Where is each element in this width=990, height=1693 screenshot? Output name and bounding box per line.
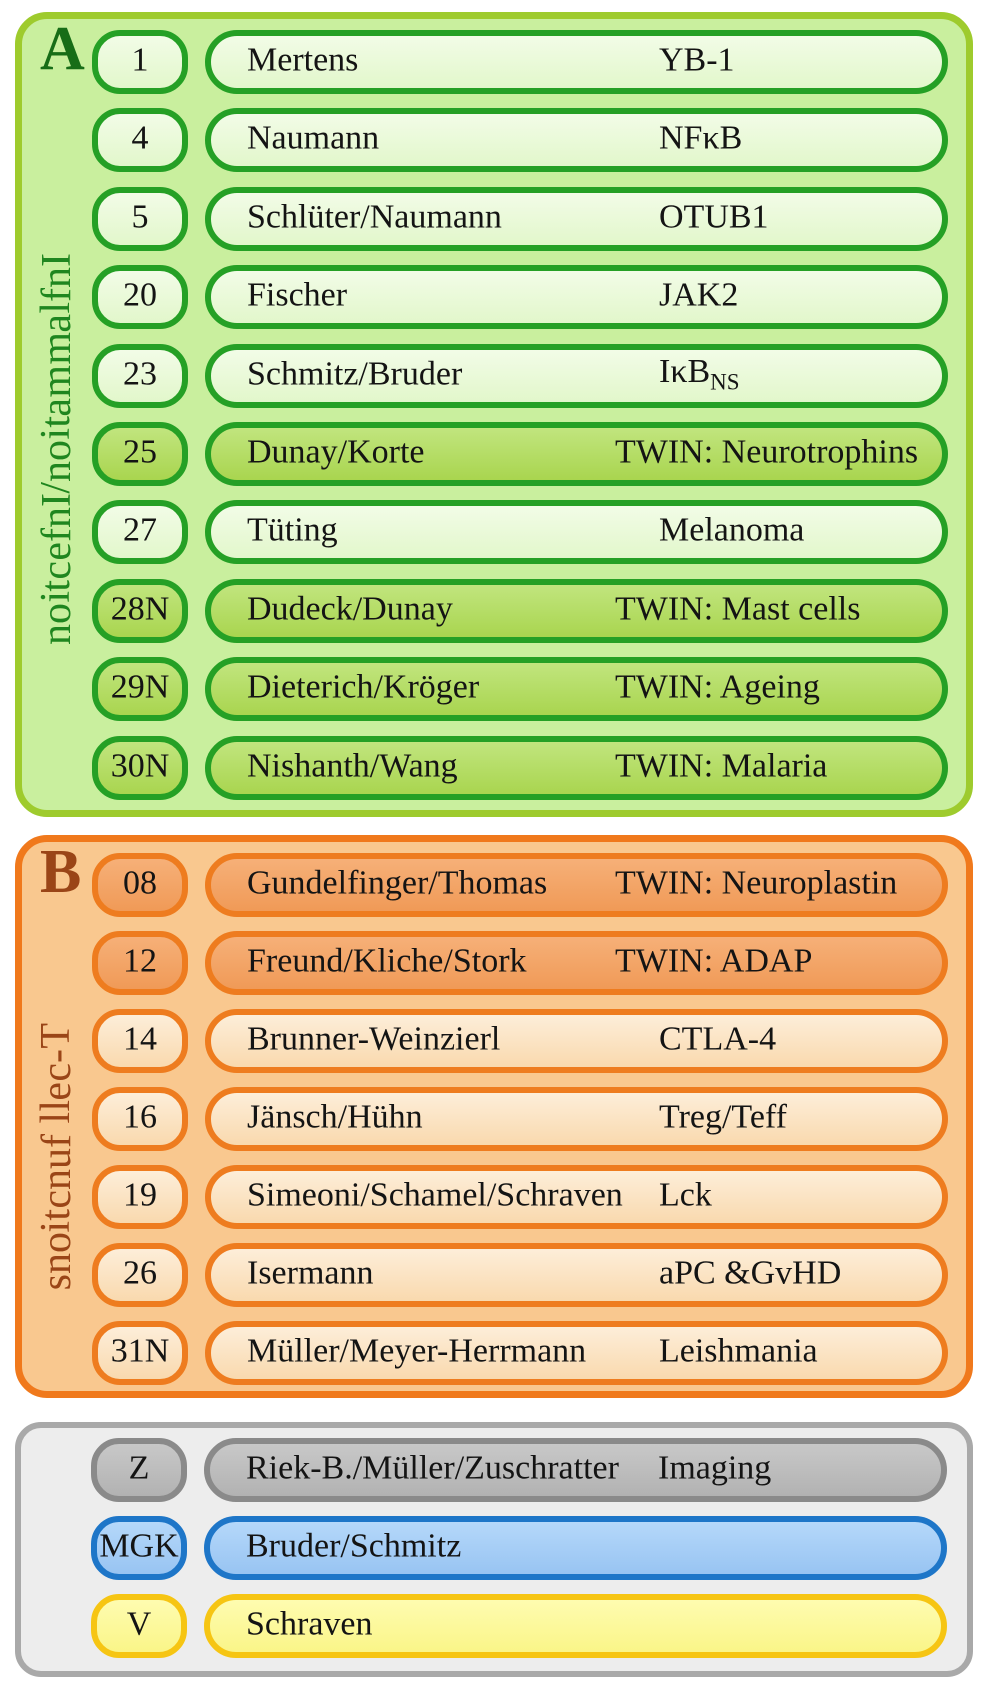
project-number: 27 xyxy=(123,511,157,549)
project-row xyxy=(22,422,966,486)
project-number-pill xyxy=(92,931,188,995)
project-number: 14 xyxy=(123,1020,157,1058)
project-row xyxy=(22,108,966,172)
project-number-pill xyxy=(91,1438,187,1502)
project-number: 1 xyxy=(131,41,149,79)
project-name: Riek-B./Müller/Zuschratter xyxy=(246,1449,619,1487)
project-number: 30N xyxy=(110,747,170,785)
project-number: MGK xyxy=(99,1527,179,1565)
project-name-bar xyxy=(205,1243,948,1307)
project-name: Simeoni/Schamel/Schraven xyxy=(247,1176,623,1214)
project-name: Naumann xyxy=(247,119,380,157)
project-name-bar xyxy=(205,1321,948,1385)
project-topic: aPC &GvHD xyxy=(659,1254,842,1292)
project-name: Mertens xyxy=(247,41,359,79)
project-name-bar xyxy=(205,187,948,251)
project-row xyxy=(22,1243,966,1307)
project-row xyxy=(21,1594,965,1658)
project-row xyxy=(22,187,966,251)
project-number-pill xyxy=(91,1594,187,1658)
project-name: Gundelfinger/Thomas xyxy=(247,864,548,902)
project-name-bar xyxy=(204,1594,947,1658)
project-number: 29N xyxy=(110,668,170,706)
project-number: 08 xyxy=(123,864,157,902)
section-letter-a: A xyxy=(40,15,85,83)
project-number-pill xyxy=(92,579,188,643)
project-number-pill xyxy=(92,1243,188,1307)
project-name: Dunay/Korte xyxy=(247,433,425,471)
project-topic: Lck xyxy=(659,1176,712,1214)
project-row xyxy=(22,265,966,329)
vertical-label-inflammation-infection: I n f l a m m a t i o n / I n f e c t i o n xyxy=(33,253,80,645)
project-number: 12 xyxy=(123,942,157,980)
panel-b xyxy=(15,835,973,1398)
project-number: V xyxy=(126,1605,152,1643)
project-name: Fischer xyxy=(247,276,348,314)
project-name: Schmitz/Bruder xyxy=(247,355,463,393)
project-name: Freund/Kliche/Stork xyxy=(247,942,527,980)
project-name: Isermann xyxy=(247,1254,374,1292)
section-letter-b: B xyxy=(40,838,82,906)
project-number: 19 xyxy=(123,1176,157,1214)
project-topic: OTUB1 xyxy=(659,198,769,236)
project-name: Tüting xyxy=(247,511,338,549)
project-name-bar xyxy=(205,344,948,408)
project-number-pill xyxy=(92,265,188,329)
project-topic: TWIN: Neurotrophins xyxy=(615,433,919,471)
project-number-pill xyxy=(92,657,188,721)
project-name-bar xyxy=(204,1516,947,1580)
project-number-pill xyxy=(92,187,188,251)
project-name-bar xyxy=(205,853,948,917)
project-row xyxy=(22,30,966,94)
vertical-label-t-cell-functions: T - c e l l f u n c t i o n s xyxy=(33,1023,80,1291)
project-number-pill xyxy=(92,30,188,94)
project-number: 31N xyxy=(110,1332,170,1370)
project-topic: TWIN: Neuroplastin xyxy=(615,864,898,902)
project-number-pill xyxy=(92,1165,188,1229)
panel-support xyxy=(15,1422,973,1677)
project-name: Jänsch/Hühn xyxy=(247,1098,423,1136)
project-name-bar xyxy=(205,736,948,800)
project-number-pill xyxy=(92,736,188,800)
project-number-pill xyxy=(92,1321,188,1385)
project-row xyxy=(22,1165,966,1229)
project-topic: NFκB xyxy=(659,119,743,157)
project-number-pill xyxy=(92,1087,188,1151)
project-number: Z xyxy=(128,1449,150,1487)
project-name-bar xyxy=(205,500,948,564)
project-row xyxy=(21,1516,965,1580)
project-topic: IκB$_{NS}$ xyxy=(659,352,740,395)
project-name-bar xyxy=(204,1438,947,1502)
project-name: Schraven xyxy=(246,1605,373,1643)
project-row xyxy=(21,1438,965,1502)
project-name-bar xyxy=(205,422,948,486)
project-row xyxy=(22,500,966,564)
project-number-pill xyxy=(92,500,188,564)
project-topic: Melanoma xyxy=(659,511,805,549)
project-topic: TWIN: Ageing xyxy=(615,668,820,706)
panel-a xyxy=(15,12,973,817)
project-number: 23 xyxy=(123,355,157,393)
project-number-pill xyxy=(92,422,188,486)
project-row xyxy=(22,579,966,643)
project-row xyxy=(22,931,966,995)
project-name: Bruder/Schmitz xyxy=(246,1527,462,1565)
project-name: Nishanth/Wang xyxy=(247,747,458,785)
project-number: 28N xyxy=(110,590,170,628)
project-number-pill xyxy=(92,1009,188,1073)
project-topic: Imaging xyxy=(658,1449,772,1487)
project-name: Brunner-Weinzierl xyxy=(247,1020,501,1058)
project-row xyxy=(22,344,966,408)
project-topic: TWIN: Mast cells xyxy=(615,590,861,628)
project-name-bar xyxy=(205,1165,948,1229)
project-topic: Leishmania xyxy=(659,1332,818,1370)
project-name: Schlüter/Naumann xyxy=(247,198,502,236)
project-topic: TWIN: ADAP xyxy=(615,942,813,980)
project-name-bar xyxy=(205,657,948,721)
project-number: 4 xyxy=(131,119,149,157)
project-topic: TWIN: Malaria xyxy=(615,747,828,785)
project-topic: Treg/Teff xyxy=(659,1098,787,1136)
project-row xyxy=(22,853,966,917)
project-number: 16 xyxy=(123,1098,157,1136)
project-number-pill xyxy=(91,1516,187,1580)
project-name: Müller/Meyer-Herrmann xyxy=(247,1332,587,1370)
project-name-bar xyxy=(205,30,948,94)
project-topic: JAK2 xyxy=(659,276,739,314)
project-name-bar xyxy=(205,108,948,172)
project-number: 26 xyxy=(123,1254,157,1292)
project-name-bar xyxy=(205,1009,948,1073)
project-name-bar xyxy=(205,579,948,643)
project-number-pill xyxy=(92,344,188,408)
project-name-bar xyxy=(205,931,948,995)
project-row xyxy=(22,1087,966,1151)
project-row xyxy=(22,736,966,800)
project-number-pill xyxy=(92,108,188,172)
project-name-bar xyxy=(205,265,948,329)
project-number: 5 xyxy=(131,198,149,236)
project-row xyxy=(22,657,966,721)
project-row xyxy=(22,1321,966,1385)
project-number: 20 xyxy=(123,276,157,314)
project-topic: YB-1 xyxy=(659,41,735,79)
project-name-bar xyxy=(205,1087,948,1151)
project-row xyxy=(22,1009,966,1073)
project-topic: CTLA-4 xyxy=(659,1020,777,1058)
project-name: Dieterich/Kröger xyxy=(247,668,480,706)
project-name: Dudeck/Dunay xyxy=(247,590,453,628)
project-number-pill xyxy=(92,853,188,917)
project-number: 25 xyxy=(123,433,157,471)
